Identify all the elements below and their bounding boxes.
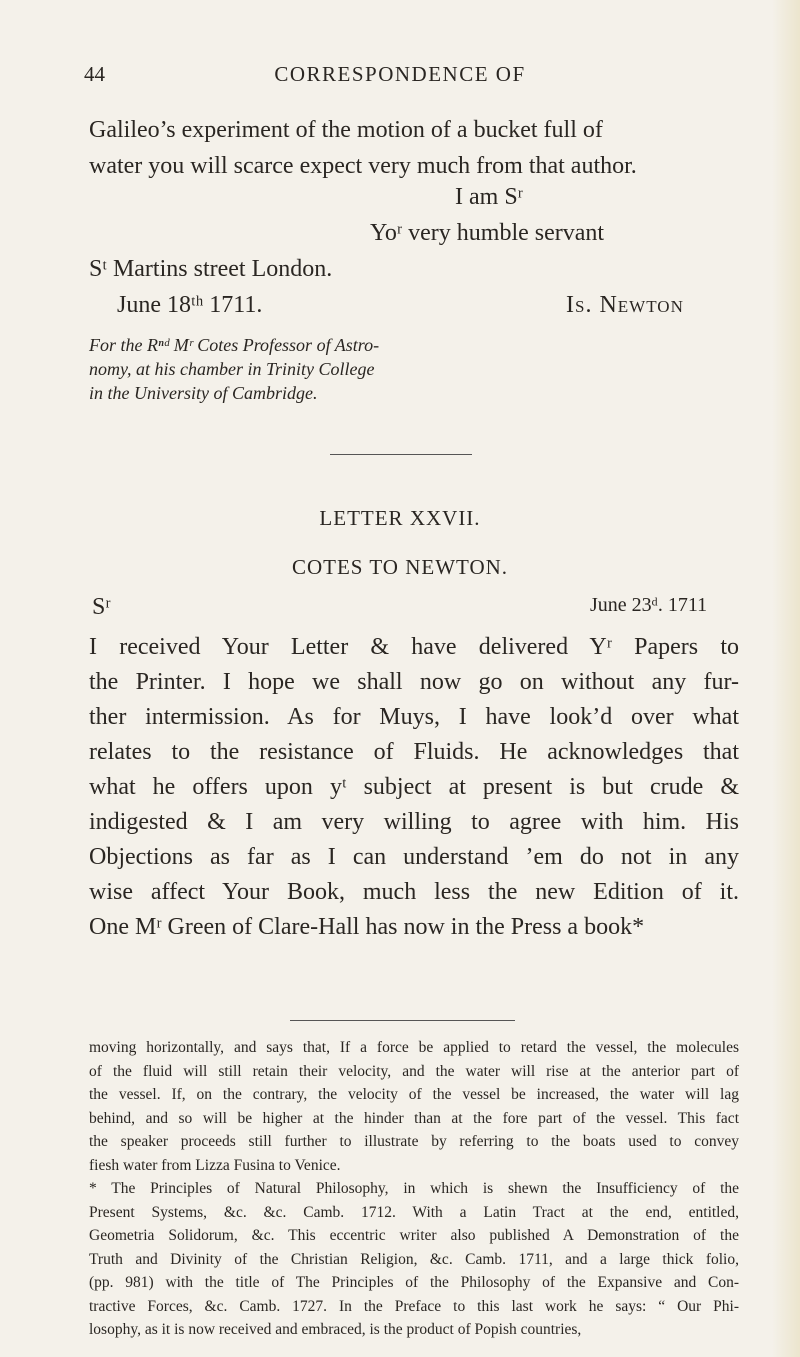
section-divider	[330, 454, 472, 455]
letter-date: June 18ᵗʰ 1711.	[117, 292, 263, 318]
footnote-line: tractive Forces, &c. Camb. 1727. In the Preface to this last work he says: “ Our Phi-	[89, 1297, 739, 1315]
page-number: 44	[84, 62, 105, 86]
letter-title: LETTER XXVII.	[319, 506, 481, 530]
text-line: wise affect Your Book, much less the new Edition of it.	[89, 879, 739, 905]
text-line: ther intermission. As for Muys, I have look’d over what	[89, 704, 739, 730]
letter-address	[89, 333, 489, 405]
footnote-line: Geometria Solidorum, &c. This eccentric writer also published A Demonstration of the	[89, 1227, 739, 1244]
footnote-divider	[290, 1020, 515, 1021]
footnote-line: fiesh water from Lizza Fusina to Venice.	[89, 1156, 341, 1174]
footnote-line: losophy, as it is now received and embraced, is the product of Popish countries,	[89, 1321, 582, 1338]
running-head: CORRESPONDENCE OF	[274, 62, 526, 86]
address-line: For the Rⁿᵈ Mʳ Cotes Professor of Astro-	[89, 335, 380, 355]
footnote-line: Present Systems, &c. &c. Camb. 1712. With a Latin Tract at the end, entitled,	[89, 1203, 739, 1221]
letter-place: Sᵗ Martins street London.	[89, 256, 333, 282]
footnote-line: Truth and Divinity of the Christian Religion, &c. Camb. 1711, and a large thick folio,	[89, 1250, 739, 1268]
text-line: indigested & I am very willing to agree with him. His	[89, 809, 739, 835]
footnote-line: (pp. 981) with the title of The Principles of the Philosophy of the Expansive and Con-	[89, 1274, 739, 1291]
page-header	[0, 62, 800, 92]
letter-subtitle: COTES TO NEWTON.	[291, 555, 509, 579]
text-line: Galileo’s experiment of the motion of a bucket full of	[89, 117, 603, 143]
previous-letter-ending	[89, 112, 739, 184]
footnote-line: of the fluid will still retain their velocity, and the water will rise at the anterior part of	[89, 1062, 739, 1080]
text-line: the Printer. I hope we shall now go on without any fur-	[89, 669, 739, 695]
salutation: Sʳ	[92, 594, 111, 620]
closing-line: Yoʳ very humble servant	[370, 220, 605, 246]
footnote-line: moving horizontally, and says that, If a force be applied to retard the vessel, the molecules	[89, 1039, 739, 1056]
text-line: what he offers upon yᵗ subject at present is but crude &	[89, 774, 739, 800]
footnote-line: behind, and so will be higher at the hinder than at the fore part of the vessel. This fact	[89, 1109, 739, 1127]
text-line: relates to the resistance of Fluids. He acknowledges that	[89, 739, 739, 765]
address-line: in the University of Cambridge.	[89, 383, 318, 403]
closing-line: I am Sʳ	[455, 184, 523, 210]
letter-date: June 23ᵈ. 1711	[590, 594, 708, 616]
text-line: I received Your Letter & have delivered Yʳ Papers to	[89, 634, 739, 660]
text-line: Objections as far as I can understand ’em do not in any	[89, 844, 739, 870]
page-edge-shading	[772, 0, 800, 1357]
footnote-line: the vessel. If, on the contrary, the velocity of the vessel be increased, the water will lag	[89, 1086, 739, 1103]
text-line: One Mʳ Green of Clare-Hall has now in the Press a book*	[89, 914, 645, 940]
footnotes	[89, 1036, 739, 1342]
address-line: nomy, at his chamber in Trinity College	[89, 359, 375, 379]
letter-body	[89, 630, 739, 945]
footnote-line: the speaker proceeds still further to illustrate by referring to the boats used to convey	[89, 1133, 739, 1150]
footnote-line: * The Principles of Natural Philosophy, in which is shewn the Insufficiency of the	[89, 1180, 739, 1197]
text-line: water you will scarce expect very much from that author.	[89, 153, 637, 179]
signature: Is. Newton	[566, 292, 684, 318]
